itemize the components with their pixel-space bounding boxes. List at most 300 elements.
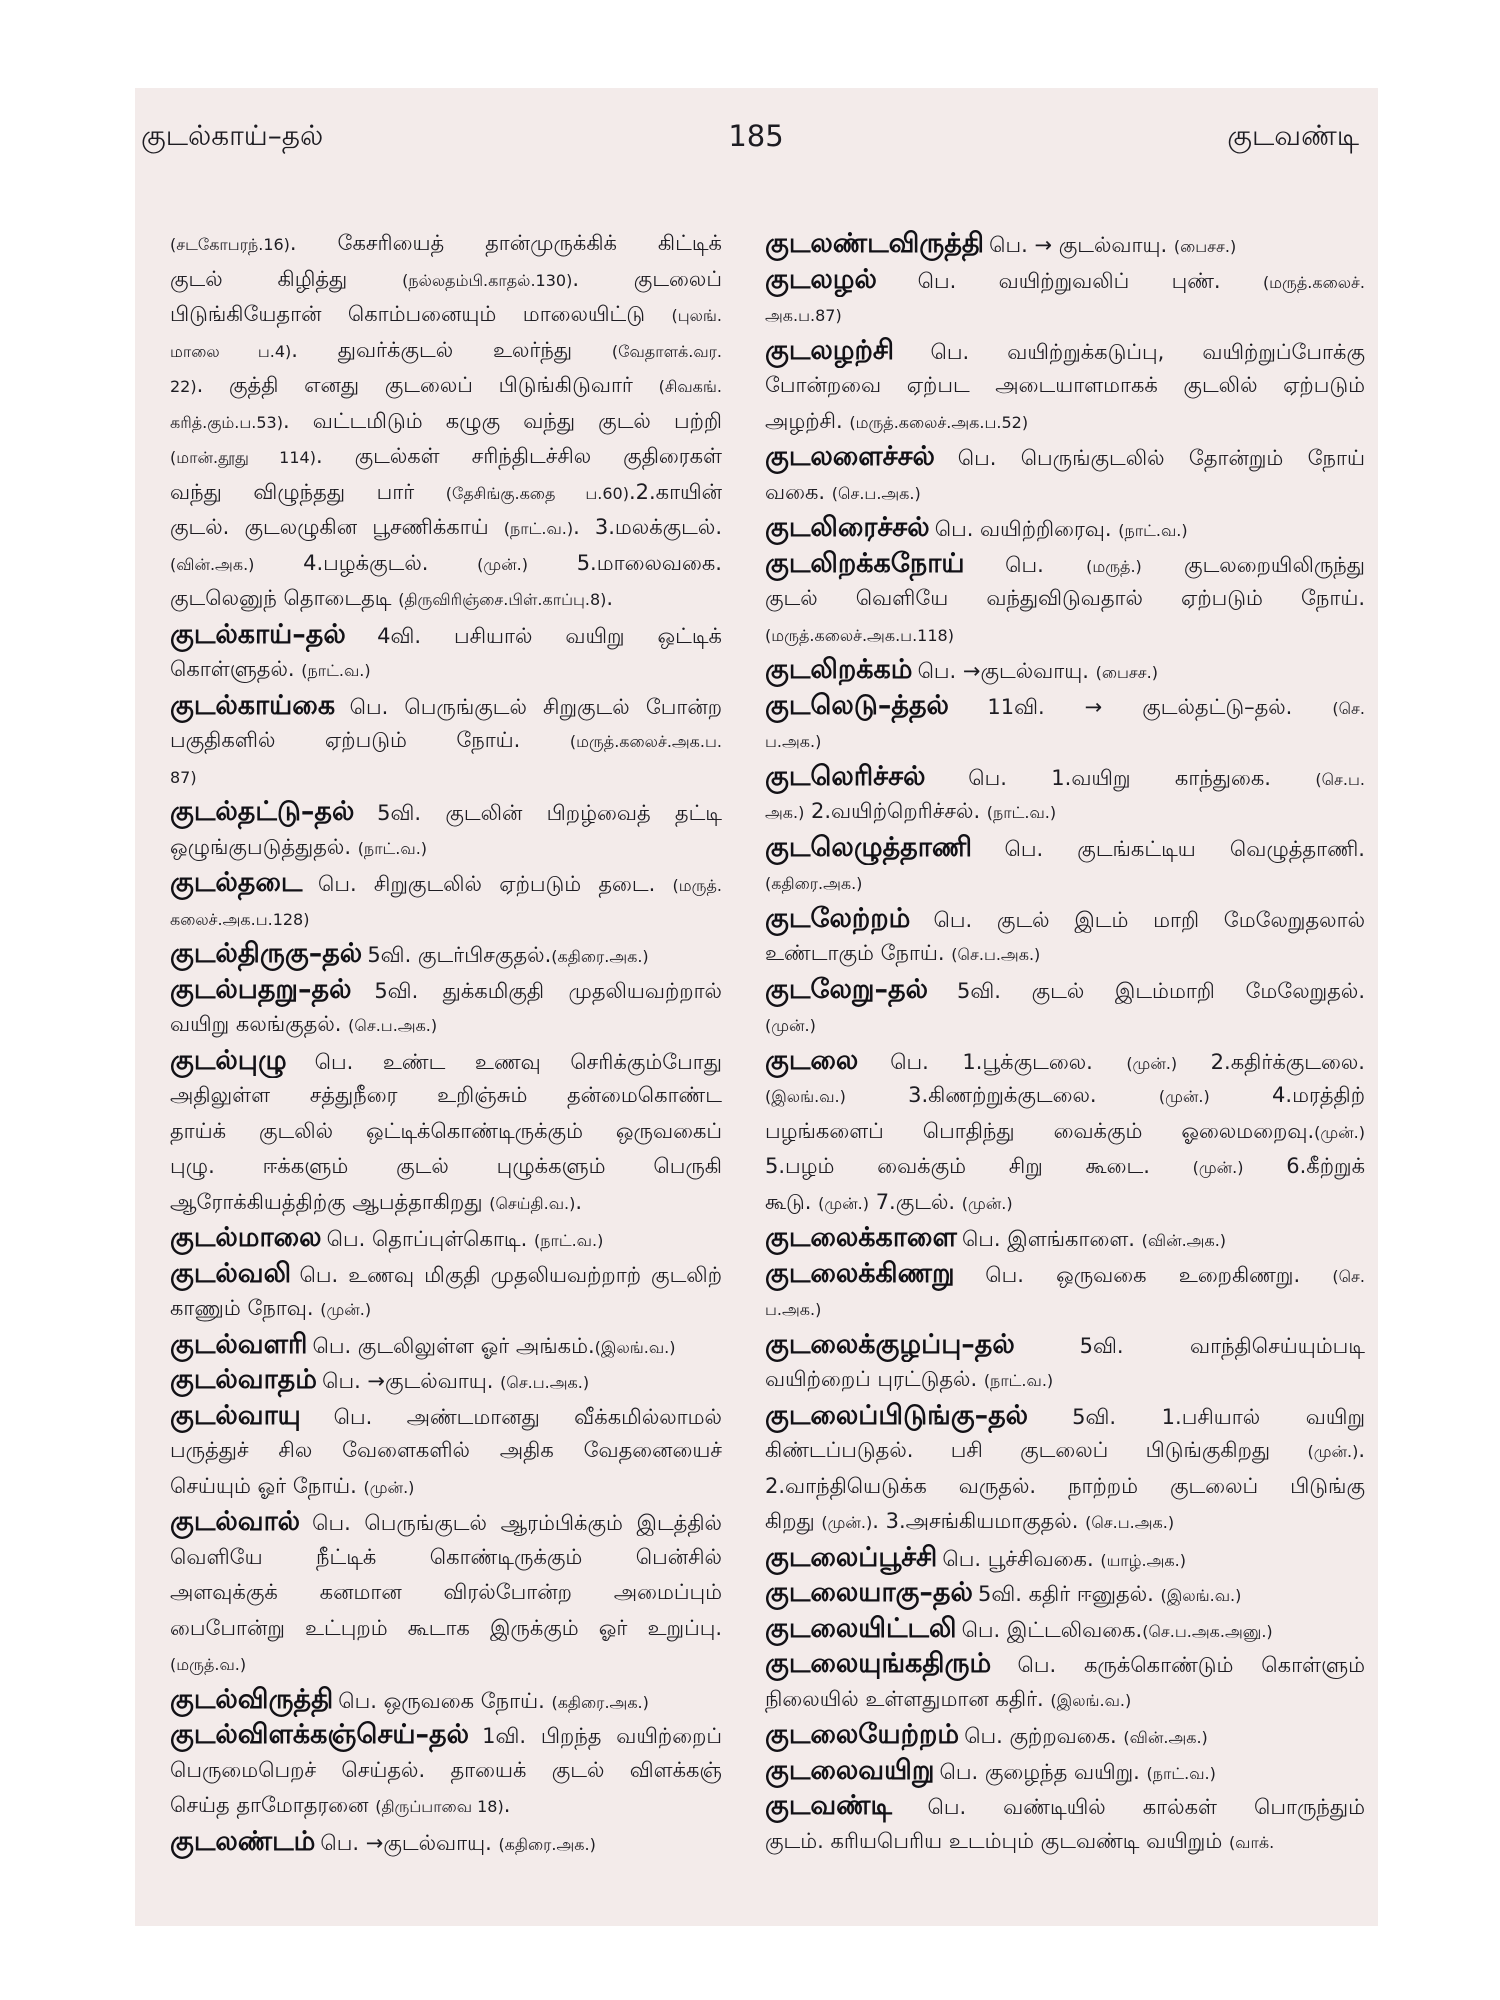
entry-line-content [170,1469,414,1505]
entry-line [170,226,722,262]
definition-text: குடல். குடலழுகின பூசணிக்காய் [170,515,504,539]
citation: (நாட்.வ.) [503,519,574,538]
headword: குடவண்டி [765,1790,893,1821]
entry-text [377,801,722,825]
citation: (மருத்.கலைச்.அக.ப.118) [765,625,954,645]
entry-text [318,872,722,896]
definition-text: .2.காயின் [628,479,722,504]
entry-text [940,1760,1216,1784]
entry-line-content [170,475,722,511]
entry-line-content [765,1149,1365,1185]
entry-text [482,1724,722,1748]
headword: குடலை [765,1044,859,1076]
entry-line [765,439,1365,475]
entry-line-content [765,723,821,759]
citation: (வின்.அக.) [1141,1231,1227,1250]
entry-text [327,1227,604,1251]
entry-text [765,1154,1365,1178]
entry-line [765,1220,1365,1256]
entry-line [170,1433,722,1469]
dictionary-entry [765,1717,1365,1753]
entry-line [170,1220,722,1256]
dictionary-entry [170,617,722,688]
dictionary-entry [765,901,1365,972]
definition-text: பெ. வயிற்றுவலிப் புண். [917,268,1263,293]
definition-text: . [606,586,614,610]
definition-text: 7.குடல். [869,1189,962,1214]
dictionary-entry [765,1043,1365,1221]
citation: (செ.ப.அக.) [500,1373,590,1392]
definition-text: பெ. இட்டலிவகை. [961,1617,1143,1642]
definition-text: அதிலுள்ள சத்துநீரை உறிஞ்சும் தன்மைகொண்ட [170,1083,722,1107]
citation: (மருத். [672,876,722,895]
entry-text [765,1083,1365,1107]
entry-text [765,302,842,326]
citation: (கதிரை.அக.) [551,947,649,966]
entry-line [170,1788,722,1824]
entry-line [170,439,722,475]
definition-text: . [503,1793,511,1817]
citation: (செ.ப.அக.) [348,1016,438,1035]
entry-text [927,1795,1365,1819]
entry-text [334,1405,722,1429]
entry-line [765,830,1365,866]
entry-line-content [170,581,613,617]
dictionary-entry [170,1717,722,1824]
entry-line [765,1682,1365,1718]
entry-text [170,444,722,468]
dictionary-entry [765,1575,1365,1611]
headword: குடலைக்குழப்பு–தல் [765,1328,1015,1360]
entry-line [170,617,722,653]
definition-text: 4.மரத்திற் [1209,1083,1365,1107]
entry-line-content [765,1114,1365,1150]
definition-text: வயிறு கலங்குதல். [170,1012,349,1036]
entry-text [918,269,1365,293]
entry-text [958,446,1365,470]
citation: (நாட்.வ.) [983,1371,1054,1390]
dictionary-entry [170,1327,722,1363]
headword: குடலேறு–தல் [765,973,928,1005]
definition-text: செய்யும் ஓர் நோய். [170,1473,364,1498]
entry-text [315,1050,722,1074]
entry-line-content [765,1682,1131,1718]
citation: 87) [170,767,197,787]
citation: (முன்.) [1307,1442,1359,1461]
entry-line-content [170,759,197,795]
citation: (வாக். [1228,1832,1275,1852]
entry-line [170,1291,722,1327]
entry-line-content [170,865,722,901]
entry-text [170,1296,371,1320]
entry-line [170,1824,722,1860]
entry-line [170,865,722,901]
definition-text: பெ. குடங்கட்டிய வெழுத்தாணி. [1004,836,1365,861]
entry-text [367,943,648,967]
definition-text: . குடல்கள் சரிந்திடச்சில குதிரைகள் [315,444,722,468]
entry-line [170,972,722,1008]
entry-text [765,409,1028,433]
dictionary-entry [765,1540,1365,1576]
citation: (செ.ப.அக.) [951,945,1041,964]
headword: குடலழல் [765,263,877,295]
definition-text: பெ. அண்டமானது வீக்கமில்லாமல் [333,1404,722,1429]
citation: (செ. [1332,1266,1365,1286]
citation: (முன்.) [961,1193,1013,1213]
entry-line [765,1504,1365,1540]
definition-text: பெ. →குடல்வாயு. [320,1830,499,1855]
headword: குடலெரிச்சல் [765,760,926,792]
left-column [170,226,722,1866]
dictionary-entry [170,1220,722,1256]
headword: குடலையிட்டலி [765,1612,957,1644]
definition-text: பெ. இளங்காளை. [961,1227,1142,1251]
entry-line [765,652,1365,688]
entry-text [985,1263,1365,1287]
entry-line [765,510,1365,546]
entry-line [170,368,722,404]
entry-line-content [765,1788,1365,1824]
definition-text: . துவர்க்குடல் உலர்ந்து [291,337,612,362]
headword: குடலிறக்கம் [765,654,913,685]
citation: (முன்.) [320,1300,372,1319]
entry-text [170,1012,437,1036]
entry-line [170,1469,722,1505]
entry-text [1018,1653,1365,1677]
entry-line-content [170,1327,675,1363]
citation: (சடகோபரந்.16) [170,235,290,254]
citation: (முன்.) [821,1513,873,1532]
definition-text: 3.கிணற்றுக்குடலை. [845,1083,1159,1107]
entry-line-content [170,1717,722,1753]
citation: (இலங்.வ.) [594,1337,676,1357]
definition-text: . குத்தி எனது குடலைப் பிடுங்கிடுவார் [196,373,659,397]
citation: (யாழ்.அக.) [1100,1550,1186,1570]
definition-text: குடலறையிலிருந்து [1141,552,1365,577]
citation: அக.) [765,803,805,822]
definition-text: 4வி. பசியால் வயிறு ஒட்டிக் [377,623,722,648]
entry-line-content [170,1185,582,1221]
dictionary-entry [765,439,1365,510]
entry-line-content [765,262,1365,298]
entry-line-content [170,723,722,759]
definition-text: கூடு. [765,1189,819,1214]
dictionary-entry [765,688,1365,759]
citation: (இலங்.வ.) [1050,1690,1132,1710]
dictionary-entry [765,830,1365,901]
definition-text: குடம். கரியபெரிய உடம்பும் குடவண்டி வயிறும் [765,1828,1229,1853]
entry-line [170,1540,722,1576]
entry-line-content [170,1149,722,1185]
definition-text: 2.வயிற்றெரிச்சல். [804,799,987,823]
entry-line-content [765,865,862,901]
entry-line-content [170,1256,722,1292]
entry-line [765,1824,1365,1860]
entry-line-content [765,759,1365,795]
definition-text: பெ. தொப்புள்கொடி. [326,1227,534,1251]
entry-line-content [170,972,722,1008]
entry-text [170,728,722,752]
definition-text: பெ. கருக்கொண்டும் கொள்ளும் [1017,1653,1365,1677]
entry-line-content [170,1362,589,1398]
definition-text: 5வி. குடலின் பிறழ்வைத் தட்டி [377,801,722,825]
citation: (முன்.) [1314,1122,1365,1142]
entry-line [765,404,1365,440]
definition-text: . குடலைப் [572,266,722,291]
citation: (மருத்.கலைச். [1262,272,1365,292]
entry-line [170,901,722,937]
entry-line [765,759,1365,795]
headword: குடல்வால் [170,1506,301,1537]
entry-text [170,764,197,788]
entry-text [322,1369,589,1393]
entry-line [170,1611,722,1647]
entry-line-content [765,1078,1365,1114]
entry-line [765,1291,1365,1327]
right-guide-word: குடவண்டி [1227,119,1359,152]
headword: குடலிறக்கநோய் [765,547,965,579]
entry-line [170,404,722,440]
definition-text: 5வி. 1.பசியால் வயிறு [1072,1404,1365,1429]
entry-line-content [170,1043,722,1079]
entry-text [170,1651,246,1675]
definition-text: பெ. பெருங்குடலில் தோன்றும் நோய் [957,446,1365,470]
citation: (வின்.அக.) [170,554,255,574]
definition-text: பெ. → குடல்வாயு. [989,233,1174,257]
entry-line [765,1114,1365,1150]
entry-line [765,1753,1365,1789]
entry-line-content [765,1398,1365,1434]
definition-text: 5வி. குடல் இடம்மாறி மேலேறுதல். [957,978,1365,1003]
citation: (கதிரை.அக.) [498,1834,596,1854]
citation: (வேதாளக்.வர. [611,341,722,361]
entry-text [765,622,954,646]
headword: குடலைப்பூச்சி [765,1541,938,1573]
dictionary-entry [765,1220,1365,1256]
citation: (செ.ப.அக.அனு.) [1142,1621,1273,1641]
entry-line [170,688,722,724]
headword: குடலையுங்கதிரும் [765,1648,992,1679]
definition-text: செய்த தாமோதரனை [170,1793,376,1817]
dictionary-entry [765,510,1365,546]
definition-text: பெ. 1.பூக்குடலை. [890,1049,1127,1074]
entry-text [765,480,921,504]
entry-line-content [170,1078,722,1114]
dictionary-entry [765,1611,1365,1647]
definition-text: நிலையில் உள்ளதுமான கதிர். [765,1686,1051,1711]
entry-line [765,297,1365,333]
entry-line [170,1398,722,1434]
entry-line-content [170,404,722,440]
citation: (முன்.) [477,554,528,574]
definition-text: பெ. →குடல்வாயு. [322,1369,501,1393]
entry-line-content [765,972,1365,1008]
entry-line [765,1043,1365,1079]
headword: குடல்வாயு [170,1399,301,1431]
definition-text: . 3.மலக்குடல். [573,515,722,539]
entry-line-content [170,1611,722,1647]
citation: (மருத்.கலைச்.அக.ப.52) [849,412,1029,432]
entry-text [170,515,722,539]
entry-text [765,373,1365,397]
entry-line-content [765,794,1056,830]
entry-line [765,1398,1365,1434]
entry-text [170,480,722,504]
entry-text [170,1793,510,1817]
entry-line [170,1185,722,1221]
dictionary-entry [170,972,722,1043]
entry-text [765,1119,1365,1143]
headword: குடலையாகு–தல் [765,1577,973,1608]
headword: குடல்பதறு–தல் [170,973,352,1005]
citation: கலைச்.அக.ப.128) [170,909,310,929]
dictionary-entry [765,333,1365,440]
definition-text: பெ. பூச்சிவகை. [942,1546,1101,1571]
dictionary-entry [170,1504,722,1682]
entry-line-content [170,1114,722,1150]
headword: குடலெடு–த்தல் [765,689,949,721]
citation: (செ.ப.அக.) [831,483,921,503]
entry-text [170,1474,414,1498]
citation: (மருத்.வ.) [170,1655,247,1674]
definition-text: பெ. உணவு மிகுதி முதலியவற்றாற் குடலிற் [299,1262,722,1287]
definition-text: 4.பழக்குடல். [254,550,478,575]
headword: குடலேற்றம் [765,902,911,934]
dictionary-entry [765,226,1365,262]
page-number: 185 [728,119,784,153]
entry-line-content [765,1007,816,1043]
definition-text: பழங்களைப் பொதிந்து வைக்கும் ஓலைமறைவு. [765,1118,1315,1143]
entry-line-content [765,1540,1186,1576]
headword: குடலெழுத்தாணி [765,831,973,863]
definition-text: பெ. [1005,552,1087,577]
entry-line [170,262,722,298]
entry-text [765,799,1056,823]
definition-text: உண்டாகும் நோய். [765,941,952,965]
definition-text: பெ. வண்டியில் கால்கள் பொருந்தும் [927,1795,1365,1819]
entry-text [964,1724,1208,1748]
definition-text: பெ. குடலிலுள்ள ஓர் அங்கம். [312,1333,595,1358]
citation: (முன்.) [1126,1053,1178,1073]
entry-line-content [765,1469,1365,1505]
entry-line [765,1327,1365,1363]
headword: குடலழற்சி [765,334,894,366]
headword: குடல்மாலை [170,1222,322,1253]
dictionary-entry [170,1362,722,1398]
headword: குடல்காய்கை [170,689,336,721]
definition-text: பெ. ஒருவகை நோய். [338,1688,552,1713]
entry-line [765,1788,1365,1824]
dictionary-entry [170,1398,722,1505]
entry-text [765,728,821,752]
definition-text: பெ. பெருங்குடல் சிறுகுடல் போன்ற [349,694,722,719]
definition-text: 2.கதிர்க்குடலை. [1177,1049,1365,1074]
entry-line-content [170,901,309,937]
entry-text [1005,553,1365,577]
entry-line-content [170,1398,722,1434]
citation: (நாட்.வ.) [301,661,371,680]
entry-text [170,1758,722,1782]
headword: குடல்தடை [170,867,303,898]
entry-line [765,1149,1365,1185]
definition-text: 5வி. துக்கமிகுதி முதலியவற்றால் [374,978,722,1003]
dictionary-entry [765,1753,1365,1789]
entry-line [170,1504,722,1540]
dictionary-entry [170,226,722,617]
entry-line-content [765,1433,1365,1469]
entry-text [942,1547,1186,1571]
definition-text: வெளியே நீட்டிக் கொண்டிருக்கும் பென்சில் [170,1544,722,1569]
headword: குடலளைச்சல் [765,441,935,472]
entry-line-content [765,1824,1274,1860]
citation: ப.அக.) [765,1300,822,1319]
definition-text: கிறது [765,1509,822,1533]
right-column [765,226,1365,1866]
entry-line [765,1575,1365,1611]
headword: குடல்புழு [170,1044,287,1076]
entry-line [170,333,722,369]
entry-text [350,695,722,719]
entry-text [170,1083,722,1107]
entry-text [765,1829,1274,1853]
entry-line [170,1078,722,1114]
entry-line [765,226,1365,262]
definition-text: பெ. வயிற்றுக்கடுப்பு, வயிற்றுப்போக்கு [930,339,1365,364]
entry-text [890,1050,1365,1074]
entry-text [765,1012,816,1036]
citation: (நாட்.வ.) [1118,521,1188,540]
entry-line [765,972,1365,1008]
headword: குடலண்டம் [170,1825,316,1857]
definition-text: 11வி. → குடல்தட்டு–தல். [987,694,1333,719]
entry-text [312,1511,722,1535]
dictionary-entry [170,1256,722,1327]
entry-text [170,409,722,433]
entry-line [765,1540,1365,1576]
entry-line-content [170,1433,722,1469]
entry-text [170,835,427,859]
entry-line [170,794,722,830]
entry-text [170,302,722,326]
headword: குடலிரைச்சல் [765,512,930,543]
entry-text [987,695,1365,719]
dictionary-entry [170,794,722,865]
entry-text [170,1580,722,1604]
entry-text [765,1687,1131,1711]
citation: (மான்.தூது 114) [170,448,316,467]
entry-line [170,1327,722,1363]
entry-text [765,1367,1053,1391]
entry-line-content [765,652,1158,688]
entry-line-content [170,368,722,404]
headword: குடலைவயிறு [765,1754,935,1786]
citation: ப.அக.) [765,732,822,751]
entry-line [170,723,722,759]
definition-text: கிண்டப்படுதல். பசி குடலைப் பிடுங்குகிறது [765,1438,1308,1462]
entry-line [170,581,722,617]
entry-text [377,624,722,648]
entry-line-content [765,1291,821,1327]
entry-line [765,1362,1365,1398]
citation: (மருத்.கலைச்.அக.ப. [569,732,722,751]
citation: (முன்.) [765,1016,816,1035]
definition-text: 5வி. கதிர் ஈனுதல். [977,1582,1161,1606]
entry-line-content [765,1753,1216,1789]
entry-line [170,1256,722,1292]
entry-line-content [170,688,722,724]
dictionary-entry [765,1788,1365,1859]
citation: (நாட்.வ.) [986,803,1057,822]
